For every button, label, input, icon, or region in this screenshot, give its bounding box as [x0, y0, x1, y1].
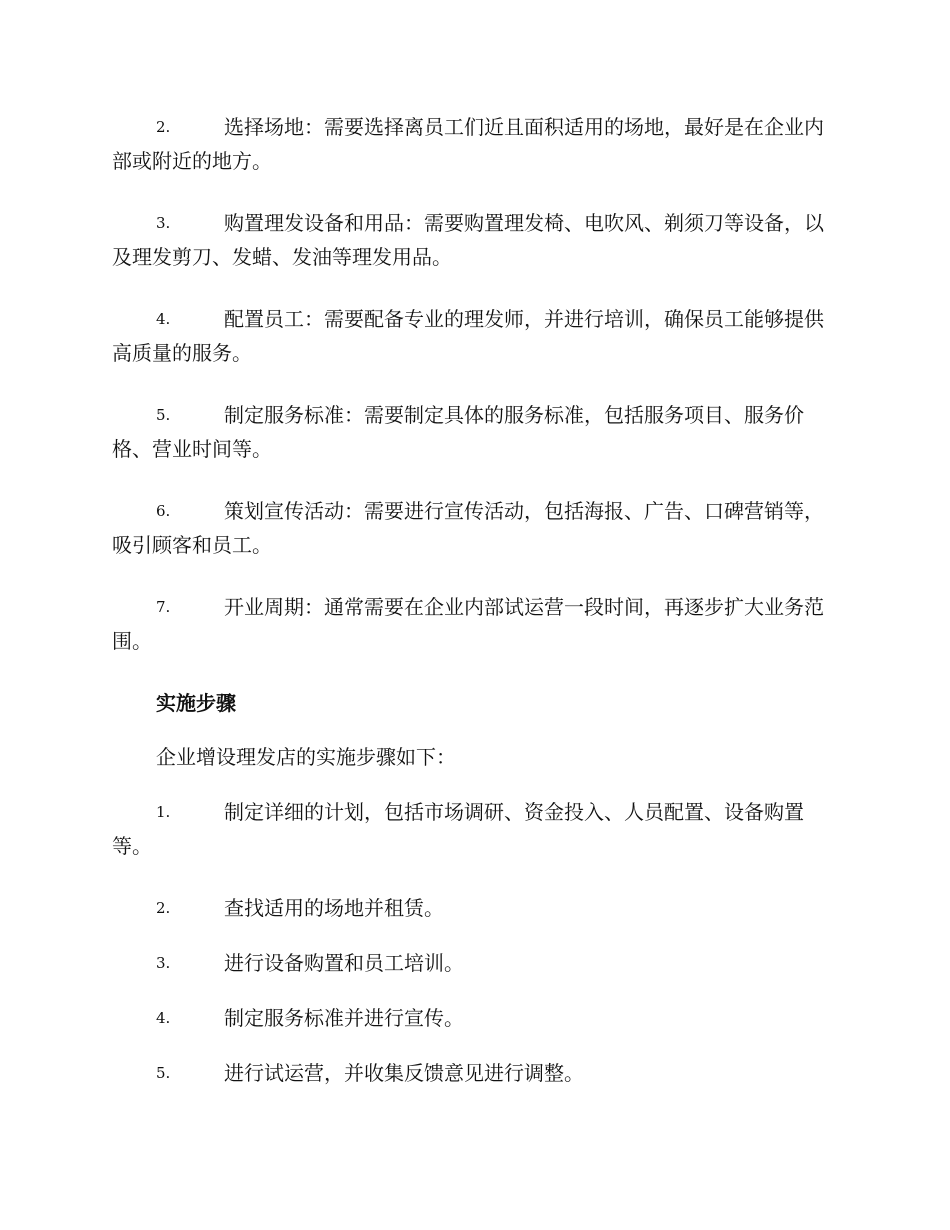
list-text: 进行设备购置和员工培训。 [224, 951, 464, 975]
list-text: 查找适用的场地并租赁。 [224, 896, 444, 920]
document-body [112, 110, 834, 1111]
list-number: 5. [156, 406, 171, 424]
list-item [112, 494, 834, 562]
list-text: 制定详细的计划，包括市场调研、资金投入、人员配置、设备购置等。 [112, 800, 804, 858]
list-item [112, 795, 834, 863]
list-text: 策划宣传活动：需要进行宣传活动，包括海报、广告、口碑营销等，吸引顾客和员工。 [112, 499, 824, 557]
list-number: 4. [156, 1009, 171, 1027]
list-number: 2. [156, 899, 171, 917]
list-number: 5. [156, 1064, 171, 1082]
list-number: 1. [156, 803, 171, 821]
list-item [112, 110, 834, 178]
list-text: 制定服务标准并进行宣传。 [224, 1006, 464, 1030]
section-heading: 实施步骤 [156, 691, 236, 715]
list-item [112, 398, 834, 466]
list-number: 4. [156, 310, 171, 328]
list-item [112, 206, 834, 274]
list-item [112, 590, 834, 658]
list-item [112, 946, 834, 980]
list-text: 购置理发设备和用品：需要购置理发椅、电吹风、剃须刀等设备，以及理发剪刀、发蜡、发油等理发用品。 [112, 211, 824, 269]
intro-paragraph: 企业增设理发店的实施步骤如下： [156, 745, 456, 769]
list-number: 7. [156, 598, 171, 616]
list-item [112, 891, 834, 925]
list-number: 6. [156, 502, 171, 520]
list-text: 选择场地：需要选择离员工们近且面积适用的场地，最好是在企业内部或附近的地方。 [112, 115, 824, 173]
list-text: 制定服务标准：需要制定具体的服务标准，包括服务项目、服务价格、营业时间等。 [112, 403, 804, 461]
list-text: 进行试运营，并收集反馈意见进行调整。 [224, 1061, 584, 1085]
list-number: 3. [156, 214, 171, 232]
list-item [112, 1056, 834, 1090]
list-item [112, 302, 834, 370]
list-text: 开业周期：通常需要在企业内部试运营一段时间，再逐步扩大业务范围。 [112, 595, 824, 653]
list-number: 2. [156, 118, 171, 136]
list-item [112, 1001, 834, 1035]
list-number: 3. [156, 954, 171, 972]
list-text: 配置员工：需要配备专业的理发师，并进行培训，确保员工能够提供高质量的服务。 [112, 307, 824, 365]
